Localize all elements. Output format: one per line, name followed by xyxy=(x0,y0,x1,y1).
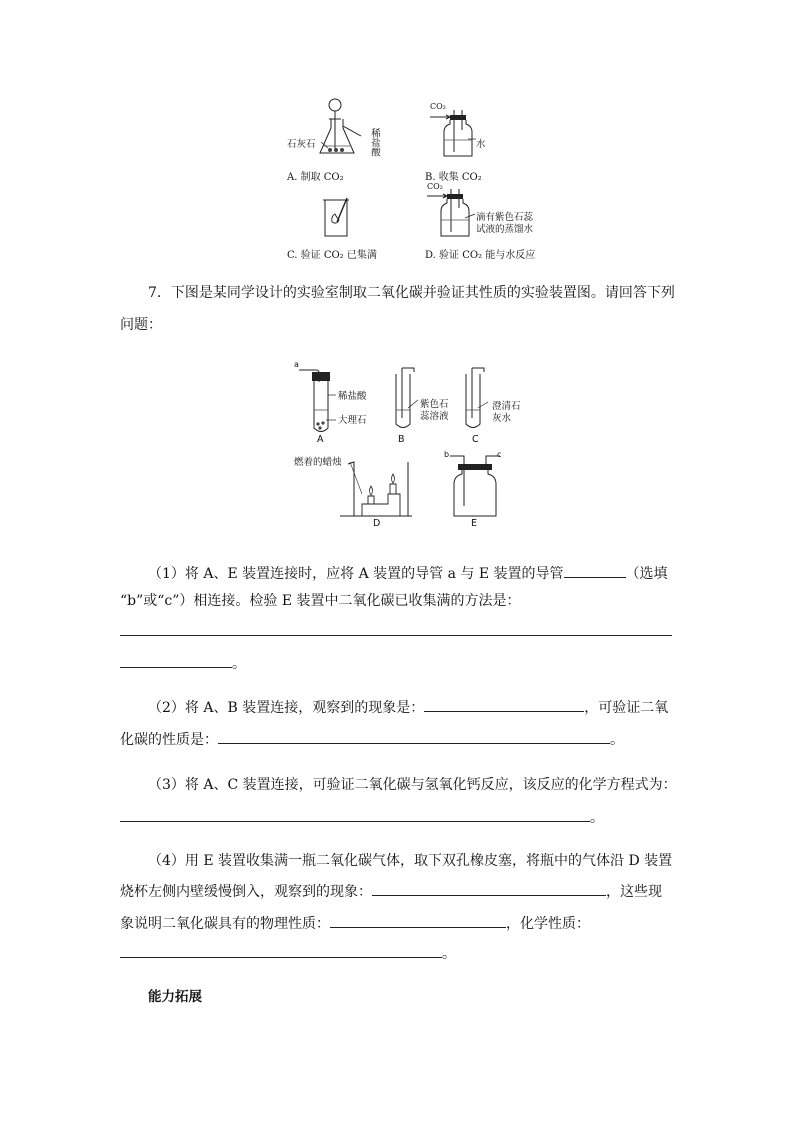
q1-end: 。 xyxy=(232,656,246,672)
q3-line-1: （3）将 A、C 装置连接，可验证二氧化碳与氢氧化钙反应，该反应的化学方程式为： xyxy=(148,777,677,793)
q4-line-1: （4）用 E 装置收集满一瓶二氧化碳气体，取下双孔橡皮塞，将瓶中的气体沿 D 装置 xyxy=(148,853,673,869)
beaker-candles-icon xyxy=(332,458,412,520)
q4-line-2 xyxy=(120,880,662,903)
label-litmus-2: 试液的蒸馏水 xyxy=(476,224,534,235)
flask-apparatus-icon xyxy=(318,96,368,162)
question-7-line-1: 7．下图是某同学设计的实验室制取二氧化碳并验证其性质的实验装置图。请回答下列 xyxy=(148,285,675,301)
answer-line-q1-method[interactable] xyxy=(120,635,672,636)
port-b: b xyxy=(444,450,450,459)
label-co2-d: CO₂ xyxy=(427,182,443,191)
label-water: 水 xyxy=(476,139,486,150)
label-marble: 大理石 xyxy=(338,415,367,426)
q3-end: 。 xyxy=(590,810,604,826)
q1-line-4 xyxy=(120,652,246,675)
q2-line-1 xyxy=(148,696,668,719)
caption-d-2: D xyxy=(373,518,381,529)
test-tube-b-icon xyxy=(392,368,422,432)
caption-a: A. 制取 CO₂ xyxy=(287,172,344,183)
caption-b: B. 收集 CO₂ xyxy=(425,172,482,183)
section-title: 能力拓展 xyxy=(148,989,202,1005)
q2-text-a: （2）将 A、B 装置连接，观察到的现象是： xyxy=(148,700,425,716)
collection-bottle-icon xyxy=(430,108,480,160)
label-dilute-hcl: 稀盐酸 xyxy=(369,128,380,157)
litmus-bottle-icon xyxy=(427,188,479,240)
label-candles: 燃着的蜡烛 xyxy=(294,457,342,468)
label-litmus-b-2: 蕊溶液 xyxy=(420,411,449,422)
answer-blank-q4-physical[interactable] xyxy=(330,912,506,928)
q1-text-a: （1）将 A、E 装置连接时，应将 A 装置的导管 a 与 E 装置的导管 xyxy=(148,566,564,582)
gas-bottle-e-icon xyxy=(448,454,504,520)
q2-text-b: ，可验证二氧 xyxy=(584,700,669,716)
test-tube-a-icon xyxy=(296,364,336,436)
q1-line-2: “b”或“c”）相连接。检验 E 装置中二氧化碳已收集满的方法是： xyxy=(120,593,521,609)
q4-text-c: 象说明二氧化碳具有的物理性质： xyxy=(120,916,330,932)
answer-blank-q4-phenomenon[interactable] xyxy=(372,880,606,896)
caption-d: D. 验证 CO₂ 能与水反应 xyxy=(425,250,536,261)
q4-line-4 xyxy=(120,942,456,965)
q1-text-b: （选填 xyxy=(625,566,668,582)
q2-end: 。 xyxy=(610,732,624,748)
port-a: a xyxy=(294,360,299,369)
check-full-bottle-icon xyxy=(317,196,357,240)
label-limestone: 石灰石 xyxy=(287,139,316,150)
caption-a-2: A xyxy=(317,434,324,445)
q2-line-2 xyxy=(120,728,624,751)
caption-c-2: C xyxy=(472,434,479,445)
q1-line-1 xyxy=(148,562,668,585)
answer-blank-q2-property[interactable] xyxy=(218,728,610,744)
label-litmus-b-1: 紫色石 xyxy=(420,399,449,410)
caption-b-2: B xyxy=(398,434,405,445)
q2-text-c: 化碳的性质是： xyxy=(120,732,218,748)
q4-text-b: ，这些现 xyxy=(606,884,662,900)
port-c: c xyxy=(497,450,502,459)
answer-blank-q4-chemical[interactable] xyxy=(120,942,442,958)
answer-blank-q2-phenomenon[interactable] xyxy=(424,696,584,712)
label-litmus-1: 滴有紫色石蕊 xyxy=(476,212,534,223)
answer-blank-q1-port[interactable] xyxy=(564,562,626,578)
q4-line-3 xyxy=(120,912,590,935)
label-co2-b: CO₂ xyxy=(430,102,446,111)
q4-text-a: 烧杯左侧内壁缓慢倒入，观察到的现象： xyxy=(120,884,372,900)
label-limewater-1: 澄清石 xyxy=(492,401,521,412)
label-limewater-2: 灰水 xyxy=(492,413,512,424)
answer-blank-q1-method-end[interactable] xyxy=(120,652,232,668)
answer-blank-q3-equation[interactable] xyxy=(120,806,590,822)
caption-c: C. 验证 CO₂ 已集满 xyxy=(287,250,377,261)
label-dilute-hcl-a: 稀盐酸 xyxy=(338,391,367,402)
caption-e: E xyxy=(471,518,478,529)
test-tube-c-icon xyxy=(462,368,492,432)
q4-end: 。 xyxy=(442,946,456,962)
q3-line-2 xyxy=(120,806,604,829)
question-7-line-2: 问题： xyxy=(120,317,162,333)
q4-text-d: ，化学性质： xyxy=(506,916,590,932)
